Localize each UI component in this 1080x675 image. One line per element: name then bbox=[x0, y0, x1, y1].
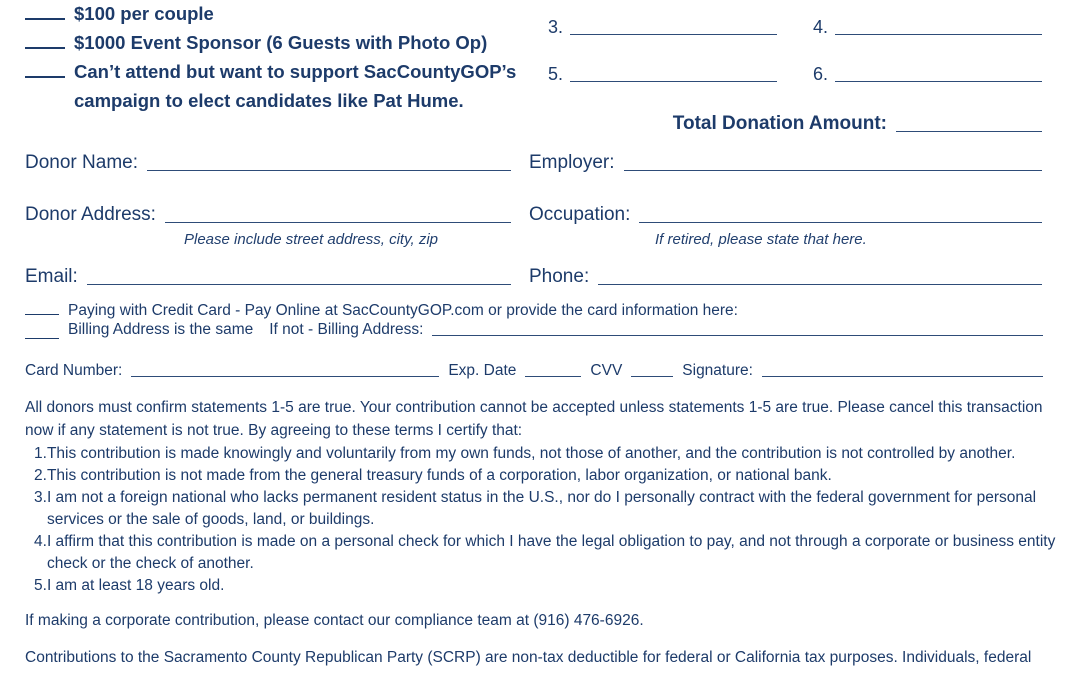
cvv-label: CVV bbox=[590, 362, 623, 379]
credit-card-option-label: Paying with Credit Card - Pay Online at SacCountyGOP.com or provide the card information here: bbox=[68, 302, 738, 319]
option-1000-checkbox-blank[interactable] bbox=[25, 43, 65, 49]
email-field bbox=[25, 266, 511, 288]
credit-card-option-row bbox=[25, 302, 1043, 320]
occupation-hint: If retired, please state that here. bbox=[655, 231, 867, 248]
credit-card-checkbox-blank[interactable] bbox=[25, 310, 59, 315]
guest-slot-6 bbox=[813, 55, 1042, 85]
billing-same-checkbox-blank[interactable] bbox=[25, 334, 59, 339]
guest-slot-3-number: 3. bbox=[548, 17, 564, 37]
option-cant-attend-continuation: campaign to elect candidates like Pat Hume. bbox=[74, 90, 464, 111]
guest-slot-4-line[interactable] bbox=[835, 31, 1042, 35]
guest-name-slots bbox=[548, 8, 1042, 85]
donor-name-employer-row bbox=[25, 152, 1042, 174]
corporate-contribution-note: If making a corporate contribution, please contact our compliance team at (916) 476-6926. bbox=[25, 612, 644, 629]
email-line[interactable] bbox=[87, 281, 511, 285]
address-hint: Please include street address, city, zip bbox=[183, 231, 438, 248]
email-phone-row bbox=[25, 266, 1042, 288]
statement-1 bbox=[34, 443, 1058, 465]
guest-slot-4-number: 4. bbox=[813, 17, 829, 37]
employer-line[interactable] bbox=[624, 167, 1042, 171]
statement-4-text: I affirm that this contribution is made on a personal check for which I have the legal obligation to pay, and not through a corporate or business entity check or the check of another. bbox=[46, 533, 1056, 572]
guest-slot-3 bbox=[548, 8, 777, 38]
legal-statements-list bbox=[34, 443, 1058, 597]
option-1000-sponsor bbox=[25, 28, 541, 57]
option-100-checkbox-blank[interactable] bbox=[25, 14, 65, 20]
phone-label: Phone: bbox=[529, 266, 590, 287]
statement-4-number: 4. bbox=[34, 533, 47, 550]
donor-address-line[interactable] bbox=[165, 219, 511, 223]
guest-slot-5 bbox=[548, 55, 777, 85]
statement-3-text: I am not a foreign national who lacks permanent resident status in the U.S., nor do I personally contract with the federal government for personal services or the sale of goods, land, or buildings. bbox=[46, 489, 1037, 528]
donor-address-label: Donor Address: bbox=[25, 204, 156, 225]
guest-slot-5-number: 5. bbox=[548, 64, 564, 84]
option-100-label: $100 per couple bbox=[74, 3, 214, 24]
signature-line[interactable] bbox=[762, 373, 1043, 377]
total-donation-line[interactable] bbox=[896, 128, 1042, 132]
statement-5-text: I am at least 18 years old. bbox=[46, 577, 225, 594]
total-donation-row bbox=[540, 113, 1042, 135]
donor-address-occupation-row bbox=[25, 204, 1042, 226]
statement-3 bbox=[34, 487, 1058, 531]
statement-2 bbox=[34, 465, 1058, 487]
statement-2-text: This contribution is not made from the general treasury funds of a corporation, labor organization, or national bank. bbox=[46, 467, 832, 484]
tax-disclaimer: Contributions to the Sacramento County Republican Party (SCRP) are non-tax deductible for federal or California tax purposes. Individuals, federal bbox=[25, 649, 1032, 666]
email-label: Email: bbox=[25, 266, 78, 287]
guest-slot-3-line[interactable] bbox=[570, 31, 777, 35]
guest-slot-4 bbox=[813, 8, 1042, 38]
employer-label: Employer: bbox=[529, 152, 615, 173]
billing-if-not-label: If not - Billing Address: bbox=[269, 321, 424, 338]
employer-field bbox=[529, 152, 1042, 174]
signature-label: Signature: bbox=[682, 362, 753, 379]
occupation-field bbox=[529, 204, 1042, 226]
billing-same-label: Billing Address is the same bbox=[68, 321, 254, 338]
billing-address-row bbox=[25, 321, 1043, 339]
option-cant-attend bbox=[25, 57, 541, 86]
statement-4 bbox=[34, 531, 1058, 575]
option-100-couple bbox=[25, 0, 541, 28]
donor-name-line[interactable] bbox=[147, 167, 511, 171]
cvv-line[interactable] bbox=[631, 373, 673, 377]
phone-field bbox=[529, 266, 1042, 288]
option-cant-attend-label: Can’t attend but want to support SacCountyGOP’s bbox=[74, 61, 517, 82]
statement-1-number: 1. bbox=[34, 445, 47, 462]
legal-intro-paragraph: All donors must confirm statements 1-5 are true. Your contribution cannot be accepted unless statements 1-5 are true. Please cancel this transaction now if any statement is not true. By agreeing to these terms I certify that: bbox=[25, 399, 1043, 439]
card-details-row bbox=[25, 362, 1043, 380]
statement-1-text: This contribution is made knowingly and voluntarily from my own funds, not those of another, and the contribution is not controlled by another. bbox=[46, 445, 1016, 462]
exp-date-line[interactable] bbox=[525, 373, 581, 377]
guest-slot-6-line[interactable] bbox=[835, 78, 1042, 82]
occupation-line[interactable] bbox=[639, 219, 1042, 223]
phone-line[interactable] bbox=[598, 281, 1042, 285]
guest-slot-6-number: 6. bbox=[813, 64, 829, 84]
exp-date-label: Exp. Date bbox=[448, 362, 517, 379]
donor-name-label: Donor Name: bbox=[25, 152, 138, 173]
donation-options bbox=[25, 0, 541, 115]
card-number-line[interactable] bbox=[131, 373, 439, 377]
statement-5-number: 5. bbox=[34, 577, 47, 594]
billing-address-line[interactable] bbox=[432, 332, 1043, 336]
donor-address-field bbox=[25, 204, 511, 226]
statement-5 bbox=[34, 575, 1058, 597]
option-1000-label: $1000 Event Sponsor (6 Guests with Photo Op) bbox=[74, 32, 488, 53]
option-cant-attend-checkbox-blank[interactable] bbox=[25, 72, 65, 78]
statement-3-number: 3. bbox=[34, 489, 47, 506]
total-donation-label: Total Donation Amount: bbox=[672, 113, 887, 134]
guest-slot-5-line[interactable] bbox=[570, 78, 777, 82]
card-number-label: Card Number: bbox=[25, 362, 123, 379]
statement-2-number: 2. bbox=[34, 467, 47, 484]
occupation-label: Occupation: bbox=[529, 204, 631, 225]
donor-name-field bbox=[25, 152, 511, 174]
